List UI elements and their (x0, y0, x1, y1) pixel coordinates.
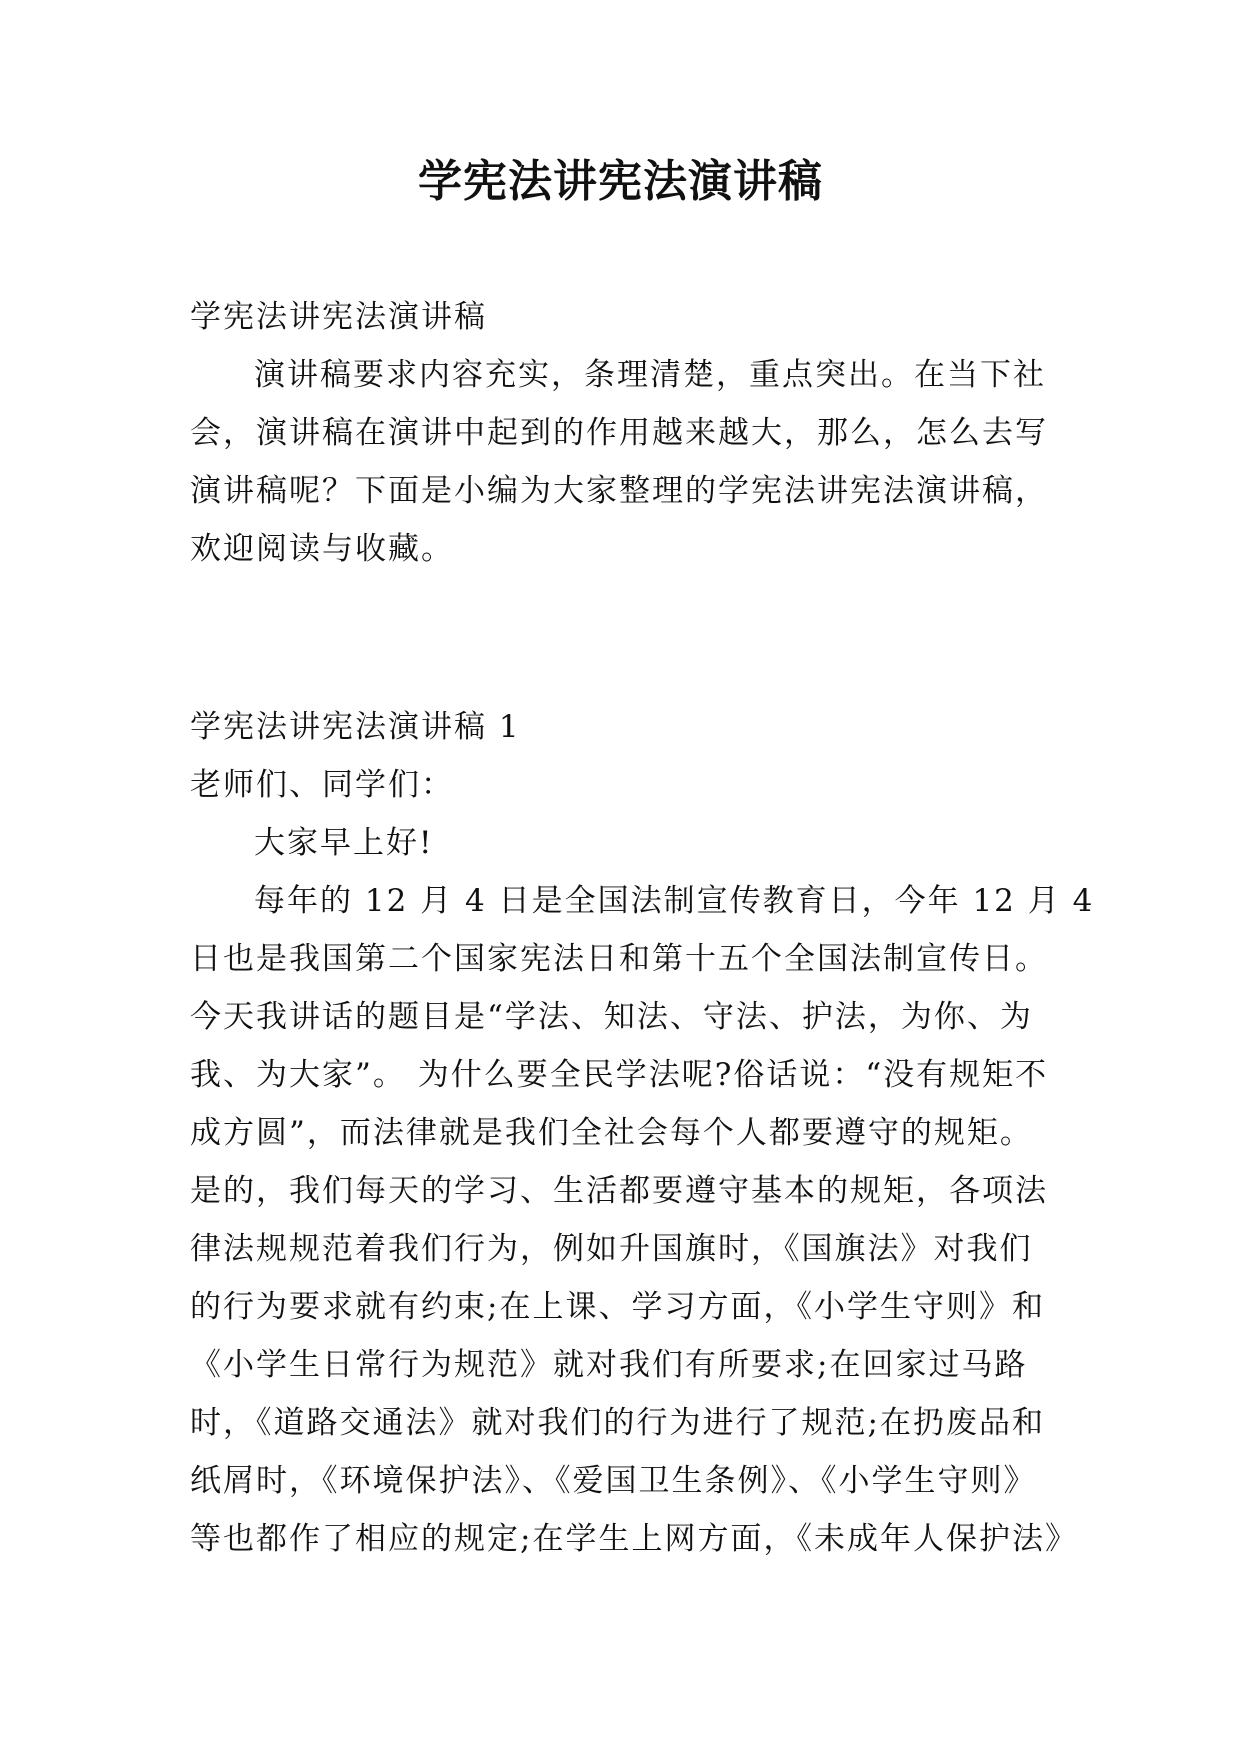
speech-heading: 学宪法讲宪法演讲稿 1 (190, 709, 521, 745)
speech-paragraph-line: 时，《道路交通法》就对我们的行为进行了规范;在扔废品和 (190, 1405, 1045, 1441)
speech-salutation: 老师们、同学们： (190, 767, 454, 803)
speech-paragraph-line: 律法规规范着我们行为，例如升国旗时，《国旗法》对我们 (190, 1231, 1033, 1267)
speech-paragraph-line: 每年的 12 月 4 日是全国法制宣传教育日，今年 12 月 4 (254, 883, 1095, 919)
intro-section (190, 288, 1070, 578)
speech-paragraph-line: 我、为大家”。 为什么要全民学法呢?俗话说：“没有规矩不 (190, 1057, 1049, 1093)
speech-paragraph-line: 等也都作了相应的规定;在学生上网方面，《未成年人保护法》 (190, 1521, 1078, 1557)
document-title: 学宪法讲宪法演讲稿 (418, 156, 823, 207)
intro-paragraph-line: 演讲稿要求内容充实，条理清楚，重点突出。在当下社 (254, 357, 1046, 393)
speech-section (190, 698, 1095, 1568)
speech-paragraph-line: 是的，我们每天的学习、生活都要遵守基本的规矩，各项法 (190, 1173, 1048, 1209)
speech-paragraph-line: 纸屑时，《环境保护法》、《爱国卫生条例》、《小学生守则》 (190, 1463, 1037, 1499)
intro-paragraph-line: 演讲稿呢？下面是小编为大家整理的学宪法讲宪法演讲稿， (190, 473, 1048, 509)
speech-paragraph-line: 《小学生日常行为规范》就对我们有所要求;在回家过马路 (190, 1347, 1028, 1383)
speech-paragraph-line: 今天我讲话的题目是“学法、知法、守法、护法，为你、为 (190, 999, 1033, 1035)
speech-paragraph-line: 的行为要求就有约束;在上课、学习方面，《小学生守则》和 (190, 1289, 1045, 1325)
intro-paragraph-line: 会，演讲稿在演讲中起到的作用越来越大，那么，怎么去写 (190, 415, 1048, 451)
intro-heading: 学宪法讲宪法演讲稿 (190, 299, 487, 335)
speech-paragraph-line: 成方圆”，而法律就是我们全社会每个人都要遵守的规矩。 (190, 1115, 1033, 1151)
speech-paragraph-line: 日也是我国第二个国家宪法日和第十五个全国法制宣传日。 (190, 941, 1048, 977)
intro-paragraph-line: 欢迎阅读与收藏。 (190, 531, 454, 567)
speech-greeting: 大家早上好! (254, 825, 434, 861)
